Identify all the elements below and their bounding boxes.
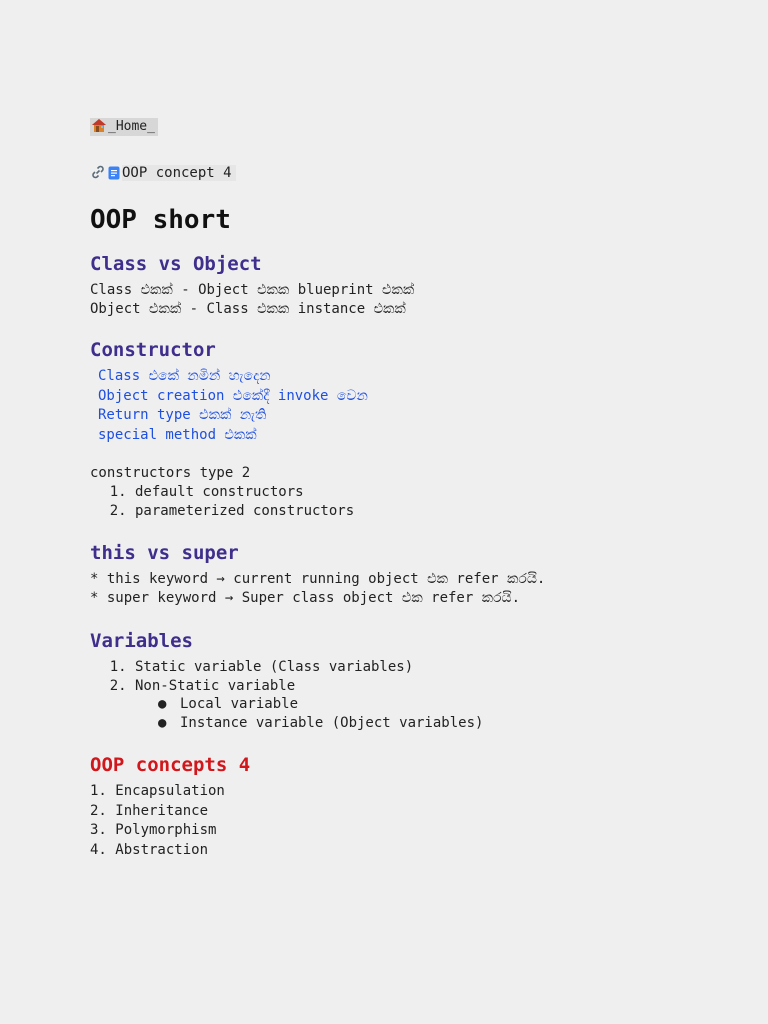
link-icon [90, 164, 106, 180]
list-number: 2. [109, 502, 135, 519]
class-vs-object-body [90, 281, 710, 319]
this-vs-super-body [90, 570, 710, 608]
text-line: * super keyword → Super class object එක refer කරයි. [90, 590, 521, 606]
list-item [90, 502, 710, 521]
highlight-line: special method එකක් [98, 426, 257, 443]
section-heading-constructor: Constructor [90, 339, 216, 361]
constructor-types-intro: constructors type 2 [90, 465, 251, 481]
text-line: * this keyword → current running object එක refer කරයි. [90, 571, 546, 587]
oop-concepts-list [90, 782, 710, 860]
reference-line[interactable] [90, 163, 710, 183]
list-number: 2. [109, 677, 135, 694]
list-item-text: Non-Static variable [135, 677, 296, 694]
reference-label: OOP concept 4 [122, 165, 236, 181]
document-icon [108, 166, 120, 180]
list-number: 1. [109, 659, 135, 675]
list-item [90, 658, 710, 677]
list-item: 1. Encapsulation [90, 783, 225, 799]
highlight-line: Object creation එකේදී invoke වෙන [98, 387, 368, 404]
list-item-text: default constructors [135, 484, 304, 500]
bullet-icon: ● [158, 696, 167, 712]
list-item-text: parameterized constructors [135, 502, 355, 519]
section-heading-oop-concepts: OOP concepts 4 [90, 754, 251, 776]
section-heading-variables: Variables [90, 630, 193, 652]
text-line: Class එකක් - Object එකක blueprint එකක් [90, 282, 415, 298]
section-heading-class-vs-object: Class vs Object [90, 253, 262, 275]
list-item-text: Static variable (Class variables) [135, 659, 414, 675]
list-item [90, 677, 710, 696]
bullet-icon: ● [158, 714, 167, 731]
constructor-highlight-block [90, 367, 710, 445]
note-page [90, 115, 710, 860]
sub-list-item [90, 714, 710, 733]
list-item: 2. Inheritance [90, 802, 209, 819]
section-heading-this-vs-super: this vs super [90, 542, 239, 564]
home-link-label: _Home_ [108, 119, 155, 134]
page-title: OOP short [90, 205, 231, 235]
house-icon [92, 119, 106, 132]
text-line: Object එකක් - Class එකක instance එකක් [90, 301, 406, 317]
sub-list-item-text: Instance variable (Object variables) [180, 714, 484, 731]
list-item: 4. Abstraction [90, 841, 209, 858]
sub-list-item-text: Local variable [180, 696, 299, 712]
variables-body [90, 658, 710, 732]
sub-list-item [90, 695, 710, 714]
list-item [90, 483, 710, 502]
highlight-line: Return type එකක් නැති [98, 407, 267, 423]
list-number: 1. [109, 484, 135, 500]
list-item: 3. Polymorphism [90, 822, 217, 838]
spacer [90, 445, 710, 464]
home-link[interactable] [90, 118, 158, 136]
highlight-line: Class එකේ නමින් හැදෙන [98, 368, 271, 384]
